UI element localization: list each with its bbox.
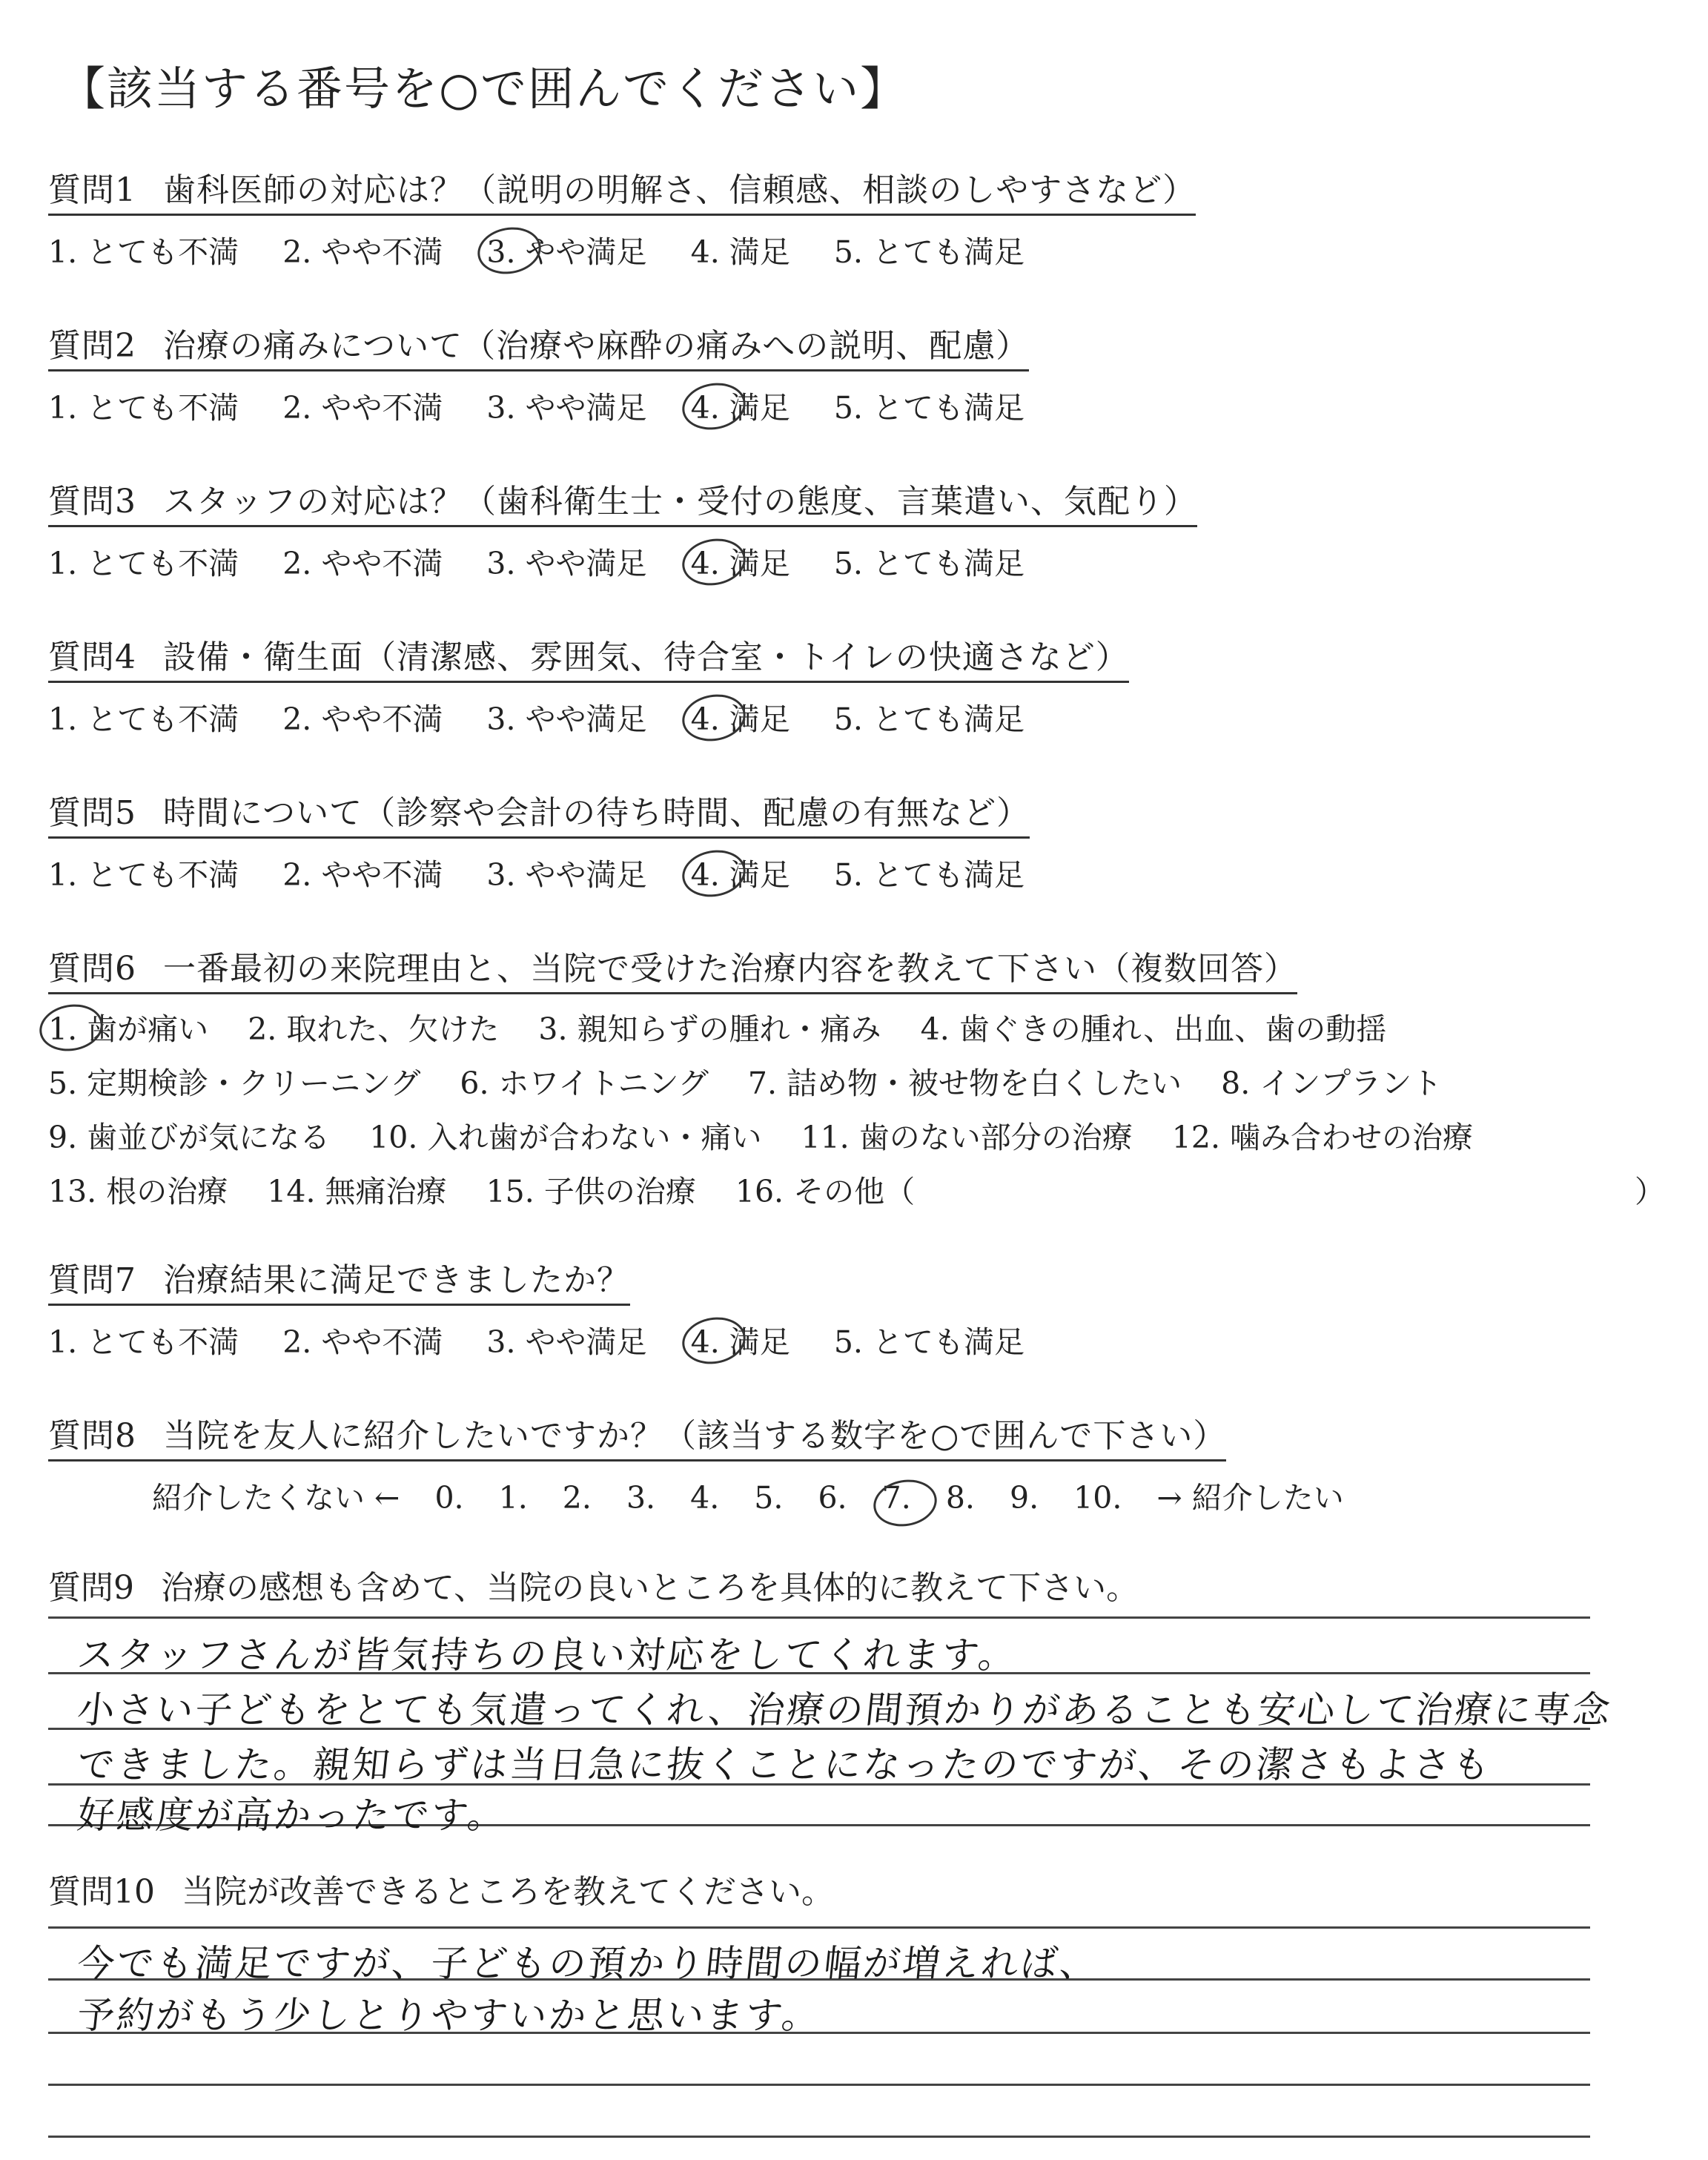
- q6-option-13[interactable]: 13. 根の治療: [48, 1174, 228, 1209]
- q4-option-4-selected[interactable]: 4. 満足: [691, 695, 790, 739]
- q6-option-9[interactable]: 9. 歯並びが気になる: [48, 1120, 331, 1155]
- q9-handwritten-answer-4[interactable]: 好感度が高かったです。: [75, 1794, 509, 1837]
- q5-option-5[interactable]: 5. とても満足: [833, 857, 1025, 893]
- q3-option-1[interactable]: 1. とても不満: [48, 546, 239, 581]
- q2-option-1[interactable]: 1. とても不満: [48, 390, 239, 426]
- q3-option-3[interactable]: 3. やや満足: [486, 546, 647, 581]
- q9-handwritten-answer-3[interactable]: できました。親知らずは当日急に抜くことになったのですが、その潔さもよさも: [75, 1743, 1494, 1786]
- question-2-options: [48, 383, 1059, 427]
- question-2-heading: [48, 319, 1029, 371]
- q10-answer-line-1: [48, 1926, 1590, 1929]
- question-1-options: [48, 228, 1196, 271]
- question-10: [48, 1865, 834, 1912]
- question-6: [48, 942, 1665, 1211]
- q6-option-3[interactable]: 3. 親知らずの腫れ・痛み: [538, 1011, 881, 1047]
- question-3-options: [48, 539, 1197, 583]
- q8-score-5[interactable]: 5.: [754, 1480, 784, 1516]
- q6-option-15[interactable]: 15. 子供の治療: [486, 1174, 696, 1209]
- q8-right-label: → 紹介したい: [1156, 1480, 1344, 1516]
- q4-option-1[interactable]: 1. とても不満: [48, 701, 239, 737]
- q5-option-1[interactable]: 1. とても不満: [48, 857, 239, 893]
- q10-answer-line-4: [48, 2084, 1590, 2086]
- q5-option-2[interactable]: 2. やや不満: [282, 857, 443, 893]
- question-1-number: 質問1: [48, 171, 136, 209]
- q7-option-5[interactable]: 5. とても満足: [833, 1324, 1025, 1360]
- question-3: [48, 475, 1197, 583]
- question-6-number: 質問6: [48, 950, 136, 988]
- q7-option-3[interactable]: 3. やや満足: [486, 1324, 647, 1360]
- q8-left-label: 紹介したくない ←: [152, 1480, 400, 1516]
- question-5-text: 時間について（診察や会計の待ち時間、配慮の有無など）: [163, 794, 1030, 832]
- q4-option-3[interactable]: 3. やや満足: [486, 701, 647, 737]
- q4-option-5[interactable]: 5. とても満足: [833, 701, 1025, 737]
- q6-option-6[interactable]: 6. ホワイトニング: [460, 1066, 709, 1101]
- q6-option-2[interactable]: 2. 取れた、欠けた: [248, 1011, 500, 1047]
- q9-handwritten-answer-1[interactable]: スタッフさんが皆気持ちの良い対応をしてくれます。: [75, 1634, 1020, 1677]
- question-8-number: 質問8: [48, 1417, 136, 1455]
- q10-handwritten-answer-1[interactable]: 今でも満足ですが、子どもの預かり時間の幅が増えれば、: [75, 1942, 1102, 1985]
- q2-option-3[interactable]: 3. やや満足: [486, 390, 647, 426]
- question-7-text: 治療結果に満足できましたか？: [163, 1261, 630, 1299]
- q1-option-1[interactable]: 1. とても不満: [48, 234, 239, 270]
- q8-score-1[interactable]: 1.: [498, 1480, 528, 1516]
- question-7: [48, 1253, 1059, 1361]
- q6-other-close-paren: ）: [1635, 1174, 1665, 1209]
- q6-option-14[interactable]: 14. 無痛治療: [267, 1174, 447, 1209]
- question-1-heading: [48, 163, 1196, 216]
- question-4: [48, 630, 1129, 739]
- question-3-heading: [48, 475, 1197, 527]
- question-8-text: 当院を友人に紹介したいですか？（該当する数字を○で囲んで下さい）: [163, 1417, 1227, 1455]
- q6-option-7[interactable]: 7. 詰め物・被せ物を白くしたい: [747, 1066, 1182, 1101]
- q6-option-8[interactable]: 8. インプラント: [1221, 1066, 1443, 1101]
- question-7-heading: [48, 1253, 630, 1306]
- q6-option-16[interactable]: 16. その他（: [735, 1174, 916, 1209]
- q5-option-3[interactable]: 3. やや満足: [486, 857, 647, 893]
- question-2-text: 治療の痛みについて（治療や麻酔の痛みへの説明、配慮）: [163, 327, 1030, 365]
- q10-answer-line-5: [48, 2136, 1590, 2138]
- q8-score-4[interactable]: 4.: [690, 1480, 720, 1516]
- q1-option-3-selected[interactable]: 3. やや満足: [486, 228, 646, 271]
- question-9-number: 質問9: [48, 1569, 134, 1607]
- q7-option-2[interactable]: 2. やや不満: [282, 1324, 443, 1360]
- q7-option-1[interactable]: 1. とても不満: [48, 1324, 239, 1360]
- question-6-heading: [48, 942, 1297, 994]
- question-1: [48, 163, 1196, 271]
- q8-recommend-scale: [152, 1473, 1369, 1517]
- q5-option-4-selected[interactable]: 4. 満足: [691, 851, 790, 894]
- q8-score-0[interactable]: 0.: [434, 1480, 464, 1516]
- q3-option-4-selected[interactable]: 4. 満足: [691, 539, 790, 583]
- q6-option-10[interactable]: 10. 入れ歯が合わない・痛い: [369, 1120, 762, 1155]
- q1-option-4[interactable]: 4. 満足: [690, 234, 790, 270]
- q3-option-5[interactable]: 5. とても満足: [833, 546, 1025, 581]
- q10-handwritten-answer-2[interactable]: 予約がもう少しとりやすいかと思います。: [75, 1994, 824, 2037]
- question-5: [48, 786, 1059, 894]
- question-6-text: 一番最初の来院理由と、当院で受けた治療内容を教えて下さい（複数回答）: [163, 950, 1297, 988]
- question-2-number: 質問2: [48, 327, 136, 365]
- q6-options-row-2: [48, 1059, 1503, 1103]
- question-2: [48, 319, 1059, 427]
- q6-option-5[interactable]: 5. 定期検診・クリーニング: [48, 1066, 421, 1101]
- question-10-number: 質問10: [48, 1873, 155, 1911]
- question-10-text: 当院が改善できるところを教えてください。: [182, 1873, 834, 1911]
- q2-option-2[interactable]: 2. やや不満: [282, 390, 443, 426]
- page-title: 【該当する番号を○で囲んでください】: [59, 62, 908, 116]
- question-8-heading: [48, 1409, 1226, 1462]
- question-9-text: 治療の感想も含めて、当院の良いところを具体的に教えて下さい。: [161, 1569, 1139, 1607]
- q6-options-row-4: [48, 1167, 1665, 1211]
- question-5-options: [48, 851, 1059, 894]
- question-5-number: 質問5: [48, 794, 136, 832]
- question-1-text: 歯科医師の対応は？（説明の明解さ、信頼感、相談のしやすさなど）: [163, 171, 1196, 209]
- q8-score-3[interactable]: 3.: [626, 1480, 656, 1516]
- q1-option-5[interactable]: 5. とても満足: [833, 234, 1025, 270]
- question-5-heading: [48, 786, 1030, 839]
- q3-option-2[interactable]: 2. やや不満: [282, 546, 443, 581]
- q9-answer-line-1: [48, 1616, 1590, 1619]
- question-4-options: [48, 695, 1129, 739]
- question-8: [48, 1409, 1369, 1517]
- q6-option-1-selected[interactable]: 1. 歯が痛い: [48, 1005, 208, 1048]
- q6-options-row-3: [48, 1113, 1503, 1157]
- q9-handwritten-answer-2[interactable]: 小さい子どもをとても気遣ってくれ、治療の間預かりがあることも安心して治療に専念: [75, 1688, 1615, 1731]
- question-3-number: 質問3: [48, 483, 136, 521]
- q4-option-2[interactable]: 2. やや不満: [282, 701, 443, 737]
- question-7-number: 質問7: [48, 1261, 136, 1299]
- q8-score-9[interactable]: 9.: [1009, 1480, 1039, 1516]
- q8-score-7-selected[interactable]: 7.: [881, 1480, 911, 1516]
- question-4-heading: [48, 630, 1129, 683]
- q8-score-10[interactable]: 10.: [1073, 1480, 1122, 1516]
- question-3-text: スタッフの対応は？（歯科衛生士・受付の態度、言葉遣い、気配り）: [163, 483, 1197, 521]
- q8-score-6[interactable]: 6.: [818, 1480, 847, 1516]
- q6-option-4[interactable]: 4. 歯ぐきの腫れ、出血、歯の動揺: [920, 1011, 1387, 1047]
- question-4-number: 質問4: [48, 638, 136, 676]
- q2-option-5[interactable]: 5. とても満足: [833, 390, 1025, 426]
- q6-options-row-1: [48, 1005, 1503, 1048]
- question-9: [48, 1561, 1139, 1608]
- q8-score-8[interactable]: 8.: [945, 1480, 975, 1516]
- q7-option-4-selected[interactable]: 4. 満足: [691, 1318, 790, 1361]
- question-4-text: 設備・衛生面（清潔感、雰囲気、待合室・トイレの快適さなど）: [163, 638, 1129, 676]
- q1-option-2[interactable]: 2. やや不満: [282, 234, 443, 270]
- q2-option-4-selected[interactable]: 4. 満足: [691, 383, 790, 427]
- q6-option-11[interactable]: 11. 歯のない部分の治療: [801, 1120, 1133, 1155]
- question-7-options: [48, 1318, 1059, 1361]
- q6-option-12[interactable]: 12. 噛み合わせの治療: [1171, 1120, 1474, 1155]
- q8-score-2[interactable]: 2.: [562, 1480, 592, 1516]
